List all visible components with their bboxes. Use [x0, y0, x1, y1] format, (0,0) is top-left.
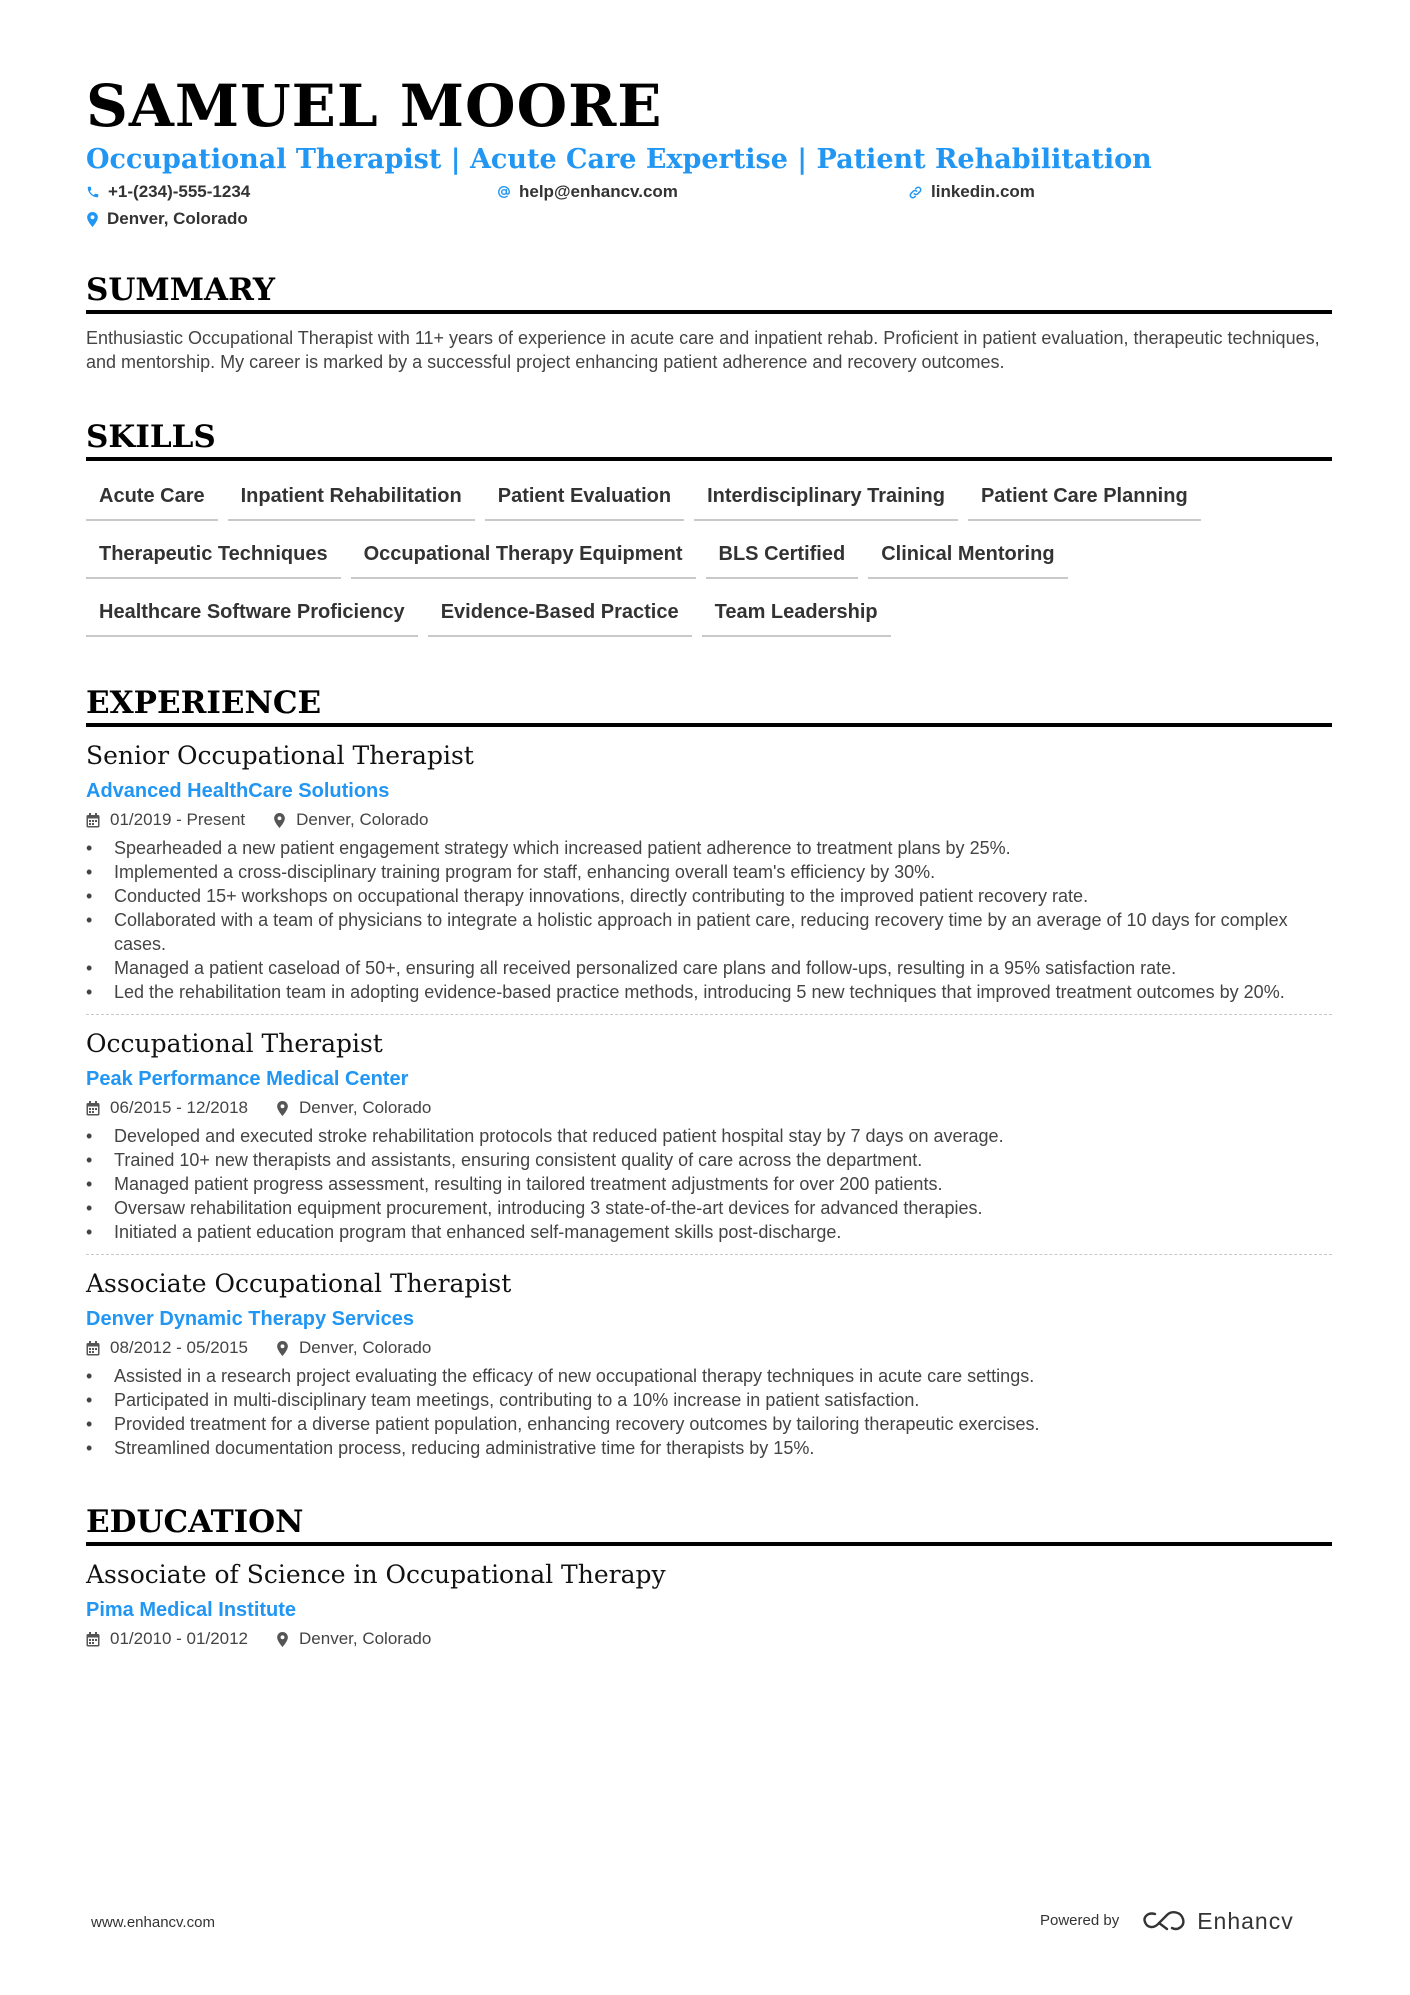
job-dates [86, 808, 245, 832]
skill-tag: Inpatient Rehabilitation [228, 473, 475, 521]
calendar-icon [86, 1632, 100, 1647]
footer-website[interactable]: www.enhancv.com [91, 1914, 215, 1931]
footer-branding [1040, 1906, 1294, 1936]
skill-tag: Patient Care Planning [968, 473, 1201, 521]
bullet-item: • Conducted 15+ workshops on occupational therapy innovations, directly contributing to the improved patient recovery rate. [86, 884, 1332, 908]
calendar-icon [86, 1101, 100, 1116]
brand-logo[interactable] [1141, 1906, 1294, 1936]
job-dates [86, 1096, 248, 1120]
job-dates [86, 1336, 248, 1360]
experience-entry [86, 1267, 1332, 1460]
summary-heading: SUMMARY [86, 270, 1332, 314]
company-name: Advanced HealthCare Solutions [86, 780, 390, 802]
company-name: Denver Dynamic Therapy Services [86, 1308, 414, 1330]
location-pin-icon [273, 813, 286, 828]
skills-heading: SKILLS [86, 417, 1332, 461]
bullet-item: • Managed patient progress assessment, resulting in tailored treatment adjustments for over 200 patients. [86, 1172, 1332, 1196]
calendar-icon [86, 813, 100, 828]
job-location [276, 1096, 431, 1120]
brand-name: Enhancv [1197, 1908, 1294, 1934]
skill-tag: Patient Evaluation [485, 473, 684, 521]
summary-text: Enthusiastic Occupational Therapist with 11+ years of experience in acute care and inpatient rehab. Proficient in patient evaluation, therapeutic techniques, and mentorship. My career is marked by a successful project enhancing patient adherence and recovery outcomes. [86, 328, 1320, 372]
resume-content [86, 72, 1332, 1651]
contact-location [86, 207, 248, 231]
job-bullets [86, 1364, 1332, 1460]
location-text: Denver, Colorado [107, 209, 248, 228]
bullet-item: • Initiated a patient education program that enhanced self-management skills post-discharge. [86, 1220, 1332, 1244]
experience-entry [86, 739, 1332, 1015]
enhancv-logo-icon [1141, 1909, 1187, 1933]
candidate-name: SAMUEL MOORE [86, 72, 663, 140]
dates-text: 08/2012 - 05/2015 [110, 1338, 249, 1357]
contact-info [86, 180, 1332, 236]
email-text: help@enhancv.com [519, 182, 678, 201]
education-heading: EDUCATION [86, 1502, 1332, 1546]
skill-tag: Evidence-Based Practice [428, 589, 692, 637]
job-meta [86, 808, 1332, 832]
experience-entry [86, 1027, 1332, 1255]
contact-phone [86, 180, 250, 204]
bullet-item: • Assisted in a research project evaluating the efficacy of new occupational therapy techniques in acute care settings. [86, 1364, 1332, 1388]
job-title: Senior Occupational Therapist [86, 741, 474, 770]
skill-tag: Acute Care [86, 473, 218, 521]
experience-heading: EXPERIENCE [86, 683, 1332, 727]
location-text: Denver, Colorado [299, 1338, 432, 1357]
job-meta [86, 1336, 1332, 1360]
location-pin-icon [276, 1341, 289, 1356]
skill-tag: Clinical Mentoring [868, 531, 1067, 579]
bullet-item: • Spearheaded a new patient engagement strategy which increased patient adherence to treatment plans by 25%. [86, 836, 1332, 860]
school-name: Pima Medical Institute [86, 1599, 297, 1621]
job-bullets [86, 1124, 1332, 1244]
degree-title: Associate of Science in Occupational Therapy [86, 1560, 666, 1589]
calendar-icon [86, 1341, 100, 1356]
location-text: Denver, Colorado [296, 810, 429, 829]
phone-text: +1-(234)-555-1234 [108, 182, 251, 201]
bullet-item: • Implemented a cross-disciplinary training program for staff, enhancing overall team's efficiency by 30%. [86, 860, 1332, 884]
job-bullets [86, 836, 1332, 1004]
location-pin-icon [86, 212, 99, 227]
bullet-item: • Led the rehabilitation team in adopting evidence-based practice methods, introducing 5 new techniques that improved treatment outcomes by 20%. [86, 980, 1332, 1004]
link-icon [908, 185, 923, 200]
bullet-item: • Oversaw rehabilitation equipment procurement, introducing 3 state-of-the-art devices for advanced therapies. [86, 1196, 1332, 1220]
contact-linkedin[interactable] [908, 180, 1035, 204]
skill-tag: Interdisciplinary Training [694, 473, 958, 521]
job-location [276, 1336, 431, 1360]
dates-text: 01/2019 - Present [110, 810, 246, 829]
location-text: Denver, Colorado [299, 1629, 432, 1648]
bullet-item: • Streamlined documentation process, reducing administrative time for therapists by 15%. [86, 1436, 1332, 1460]
candidate-headline: Occupational Therapist | Acute Care Expertise | Patient Rehabilitation [86, 144, 1152, 175]
dates-text: 06/2015 - 12/2018 [110, 1098, 249, 1117]
location-pin-icon [276, 1632, 289, 1647]
entry-divider [86, 1014, 1332, 1015]
job-title: Occupational Therapist [86, 1029, 383, 1058]
location-text: Denver, Colorado [299, 1098, 432, 1117]
skill-tag: Occupational Therapy Equipment [351, 531, 696, 579]
linkedin-text: linkedin.com [931, 182, 1035, 201]
education-location [276, 1627, 431, 1651]
skill-tag: BLS Certified [706, 531, 859, 579]
job-meta [86, 1096, 1332, 1120]
education-entry [86, 1558, 1332, 1651]
job-title: Associate Occupational Therapist [86, 1269, 512, 1298]
dates-text: 01/2010 - 01/2012 [110, 1629, 249, 1648]
skill-tag: Therapeutic Techniques [86, 531, 341, 579]
skills-list [86, 473, 1332, 637]
skill-tag: Healthcare Software Proficiency [86, 589, 418, 637]
education-dates [86, 1627, 248, 1651]
job-location [273, 808, 428, 832]
location-pin-icon [276, 1101, 289, 1116]
education-meta [86, 1627, 1332, 1651]
company-name: Peak Performance Medical Center [86, 1068, 409, 1090]
entry-divider [86, 1254, 1332, 1255]
powered-by-label: Powered by [1040, 1912, 1120, 1929]
bullet-item: • Managed a patient caseload of 50+, ensuring all received personalized care plans and follow-ups, resulting in a 95% satisfaction rate. [86, 956, 1332, 980]
phone-icon [86, 185, 100, 199]
bullet-item: • Participated in multi-disciplinary team meetings, contributing to a 10% increase in patient satisfaction. [86, 1388, 1332, 1412]
at-icon [497, 185, 511, 199]
contact-email[interactable] [497, 180, 678, 204]
bullet-item: • Developed and executed stroke rehabilitation protocols that reduced patient hospital stay by 7 days on average. [86, 1124, 1332, 1148]
skill-tag: Team Leadership [702, 589, 891, 637]
bullet-item: • Trained 10+ new therapists and assistants, ensuring consistent quality of care across the department. [86, 1148, 1332, 1172]
bullet-item: • Provided treatment for a diverse patient population, enhancing recovery outcomes by tailoring therapeutic exercises. [86, 1412, 1332, 1436]
bullet-item: • Collaborated with a team of physicians to integrate a holistic approach in patient care, reducing recovery time by an average of 10 days for complex cases. [86, 908, 1332, 956]
